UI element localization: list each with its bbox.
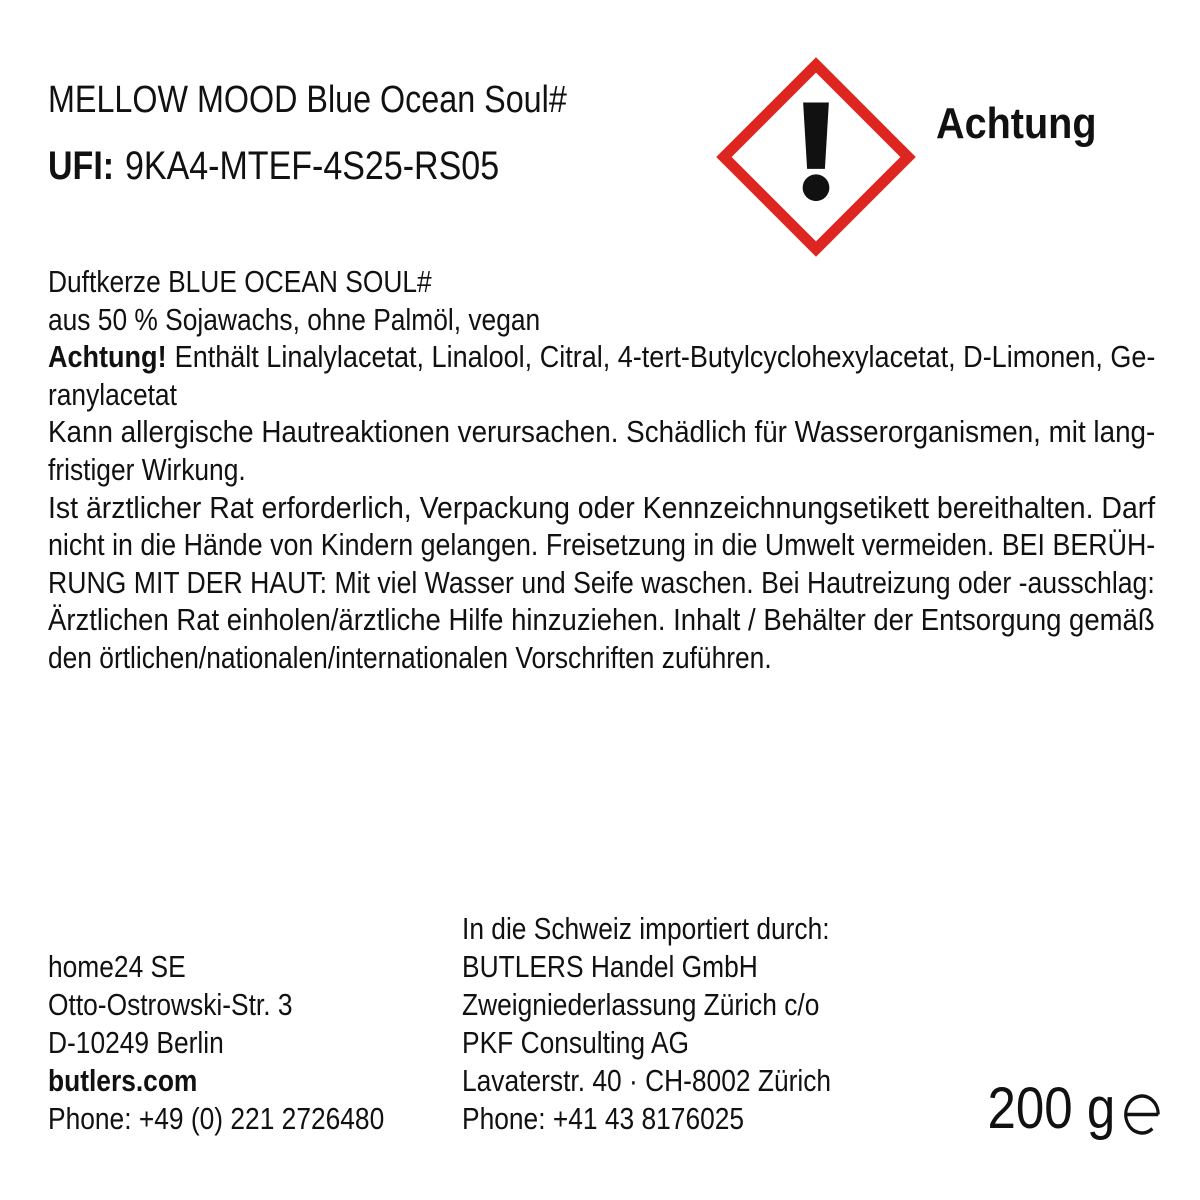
statement-line (48, 639, 1155, 677)
statement-line (48, 451, 1155, 489)
statement-text: Duftkerze BLUE OCEAN SOUL# (48, 264, 432, 299)
statement-line (48, 601, 1155, 639)
distributor-city: D-10249 Berlin (48, 1025, 224, 1060)
distributor-street: Otto-Ostrowski-Str. 3 (48, 987, 293, 1022)
estimated-sign-icon (1124, 1094, 1160, 1135)
statement-text: Achtung! Enthält Linalylacetat, Linalool, Citral, 4-tert-Butylcyclohexylacetat, D-Limonen, Ge- (48, 339, 1156, 375)
net-quantity (987, 1076, 1160, 1141)
statement-text: RUNG MIT DER HAUT: Mit viel Wasser und Seife waschen. Bei Hautreizung oder -ausschlag: (48, 564, 1155, 600)
signal-word-text: Achtung (936, 99, 1097, 148)
statement-text: Ärztlichen Rat einholen/ärztliche Hilfe hinzuziehen. Inhalt / Behälter der Entsorgung gemäß (48, 602, 1155, 638)
importer-address-block (462, 910, 896, 1138)
contains-warning-label: Achtung! (48, 339, 167, 375)
importer-phone: Phone: +41 43 8176025 (462, 1101, 745, 1136)
distributor-phone: Phone: +49 (0) 221 2726480 (48, 1101, 385, 1136)
statement-text: den örtlichen/nationalen/internationalen Vorschriften zuführen. (48, 639, 772, 675)
statement-line (48, 301, 1155, 339)
statement-line (48, 526, 1155, 564)
product-title-text: MELLOW MOOD Blue Ocean Soul# (48, 79, 567, 121)
importer-address: Lavaterstr. 40 · CH-8002 Zürich (462, 1063, 832, 1098)
importer-heading: In die Schweiz importiert durch: (462, 911, 830, 946)
statement-line (48, 564, 1155, 602)
statement-line (48, 413, 1155, 451)
statement-text: ranylacetat (48, 376, 177, 412)
importer-name: BUTLERS Handel GmbH (462, 949, 758, 984)
statement-line (48, 263, 1155, 301)
ufi-text (48, 144, 499, 188)
ufi-line (48, 144, 579, 188)
statement-text: aus 50 % Sojawachs, ohne Palmöl, vegan (48, 301, 541, 337)
ghs07-exclamation-pictogram-icon (715, 56, 917, 258)
statement-text: Ist ärztlicher Rat erforderlich, Verpackung oder Kennzeichnungsetikett bereithalten. Darf (48, 489, 1156, 525)
distributor-website: butlers.com (48, 1063, 198, 1098)
distributor-address-block (48, 948, 444, 1138)
statement-line (48, 489, 1155, 527)
ufi-code: 9KA4-MTEF-4S25-RS05 (124, 144, 500, 188)
statement-text: Kann allergische Hautreaktionen verursachen. Schädlich für Wasserorganismen, mit lang- (48, 414, 1156, 450)
statement-text: fristiger Wirkung. (48, 451, 246, 487)
distributor-name: home24 SE (48, 949, 186, 984)
net-weight-value: 200 g (987, 1076, 1116, 1141)
statement-line (48, 338, 1155, 376)
exclamation-dot (803, 174, 830, 201)
importer-branch: Zweigniederlassung Zürich c/o (462, 987, 820, 1022)
product-title (48, 80, 658, 122)
statement-text: nicht in die Hände von Kindern gelangen. Freisetzung in die Umwelt vermeiden. BEI BERÜH- (48, 527, 1156, 563)
signal-word (936, 100, 1114, 148)
importer-company: PKF Consulting AG (462, 1025, 690, 1060)
ufi-label: UFI: (48, 144, 115, 188)
statement-line (48, 376, 1155, 414)
hazard-statements-block (48, 263, 1155, 677)
exclamation-bar (803, 103, 829, 169)
